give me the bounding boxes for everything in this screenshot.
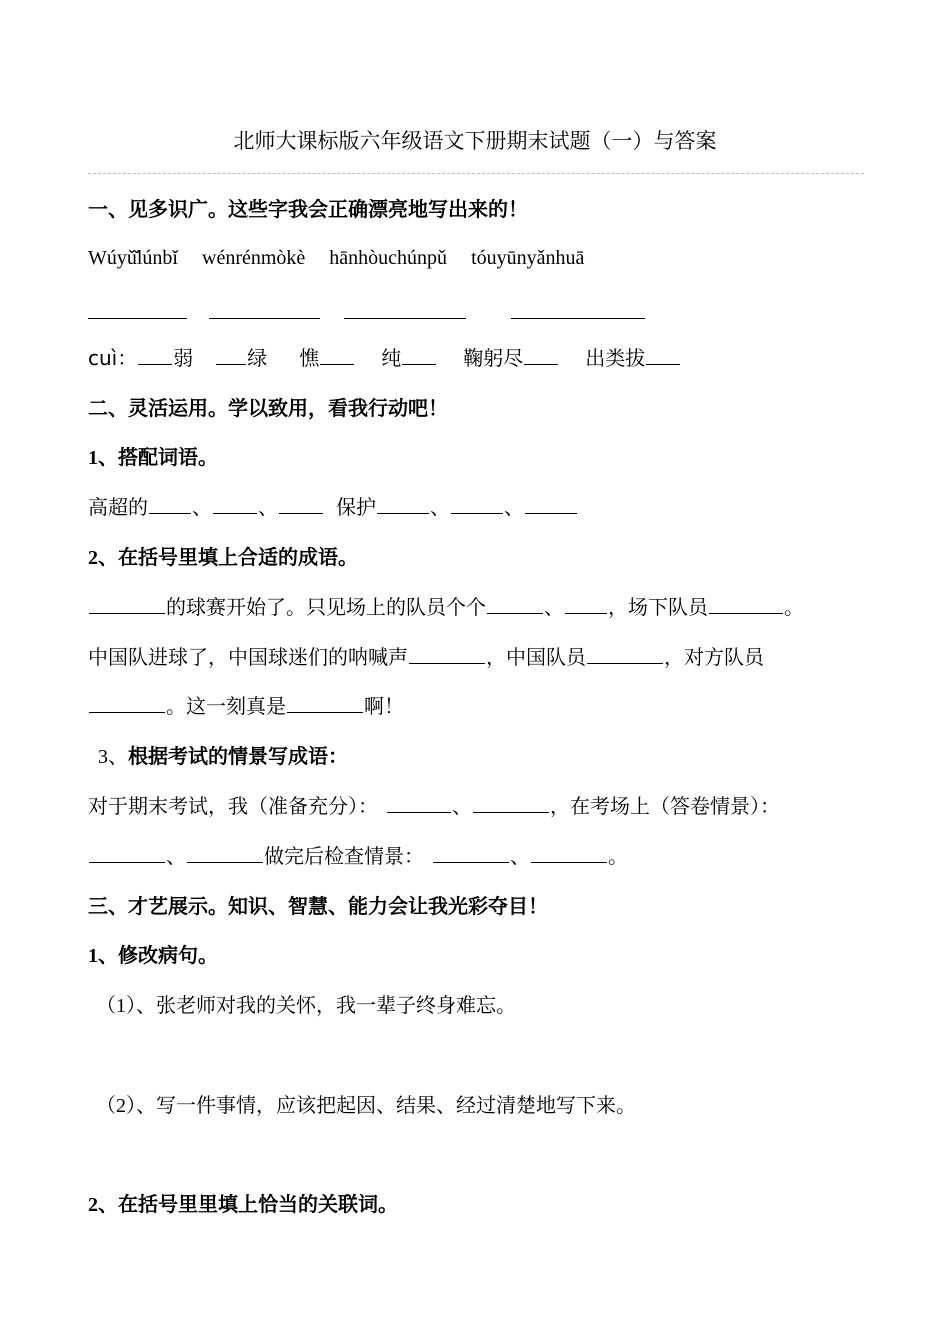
paragraph-line: 、 做完后检查情景： 、 。	[88, 841, 628, 871]
cui-row	[88, 343, 681, 373]
answer-blank[interactable]	[187, 842, 263, 863]
answer-blank[interactable]	[138, 344, 172, 365]
pinyin-item: wénrénmòkè	[202, 247, 306, 269]
cui-item: 鞠躬尽	[463, 346, 524, 370]
answer-blank[interactable]	[320, 344, 354, 365]
answer-blank[interactable]	[216, 344, 246, 365]
pinyin-item: hānhòuchúnpǔ	[329, 247, 448, 269]
answer-blank[interactable]	[646, 344, 680, 365]
pinyin-item: tóuyūnyǎnhuā	[471, 247, 585, 269]
answer-blank[interactable]	[433, 842, 509, 863]
answer-blank[interactable]	[709, 593, 783, 614]
paragraph-line: 对于期末考试，我（准备充分）： 、 ，在考场上（答卷情景）：	[88, 794, 780, 818]
dashed-divider	[88, 173, 864, 174]
answer-blank[interactable]	[88, 318, 187, 319]
answer-blank[interactable]	[89, 692, 165, 713]
answer-blank[interactable]	[402, 344, 436, 365]
pinyin-row	[88, 243, 608, 273]
answer-blank[interactable]	[524, 344, 558, 365]
answer-blank[interactable]	[487, 593, 543, 614]
paragraph-line: 中国队进球了，中国球迷们的呐喊声 ，中国队员 ，对方队员	[88, 645, 764, 669]
answer-blank[interactable]	[565, 593, 607, 614]
sentence-item: （1）、张老师对我的关怀，我一辈子终身难忘。	[96, 993, 516, 1017]
cui-item: 绿	[247, 346, 268, 370]
answer-blank[interactable]	[213, 493, 257, 514]
cui-item: 弱	[173, 346, 194, 370]
answer-blank[interactable]	[525, 493, 577, 514]
answer-blank[interactable]	[209, 318, 320, 319]
answer-blank[interactable]	[473, 792, 549, 813]
cui-item: 纯	[381, 346, 402, 370]
section1-heading: 一、见多识广。这些字我会正确漂亮地写出来的！	[88, 197, 528, 221]
section2-heading: 二、灵活运用。学以致用，看我行动吧！	[88, 396, 448, 420]
sentence-item: （2）、写一件事情，应该把起因、结果、经过清楚地写下来。	[96, 1093, 636, 1117]
paragraph-line: 。这一刻真是 啊！	[88, 691, 404, 721]
q-heading: 2、在括号里填上合适的成语。	[88, 545, 358, 569]
answer-blank[interactable]	[287, 692, 363, 713]
answer-blank[interactable]	[409, 643, 485, 664]
page-title: 北师大课标版六年级语文下册期末试题（一）与答案	[233, 129, 717, 153]
pinyin-item: Wúyǔ̌lúnbǐ	[88, 247, 178, 269]
cui-item: 憔	[299, 346, 320, 370]
answer-blank[interactable]	[149, 493, 191, 514]
answer-blank[interactable]	[279, 493, 323, 514]
answer-blank[interactable]	[344, 318, 466, 319]
q-heading: 1、搭配词语。	[88, 445, 218, 469]
answer-blank[interactable]	[451, 493, 503, 514]
q-heading: 2、在括号里里填上恰当的关联词。	[88, 1192, 398, 1216]
answer-blank[interactable]	[587, 643, 663, 664]
answer-blank[interactable]	[511, 318, 645, 319]
q-heading: 1、修改病句。	[88, 943, 218, 967]
cui-label: cuì：	[88, 346, 138, 370]
section3-heading: 三、才艺展示。知识、智慧、能力会让我光彩夺目！	[88, 894, 548, 918]
answer-blank[interactable]	[531, 842, 607, 863]
answer-blank[interactable]	[89, 842, 165, 863]
answer-blank[interactable]	[89, 593, 165, 614]
q-heading: 3、根据考试的情景写成语：	[98, 744, 348, 768]
collocation-row: 高超的 、 、 保护 、 、	[88, 492, 578, 522]
answer-blank[interactable]	[387, 792, 451, 813]
cui-item: 出类拔	[585, 346, 646, 370]
paragraph-line: 的球赛开始了。只见场上的队员个个 、 ，场下队员 。	[88, 592, 804, 622]
answer-blank[interactable]	[377, 493, 429, 514]
